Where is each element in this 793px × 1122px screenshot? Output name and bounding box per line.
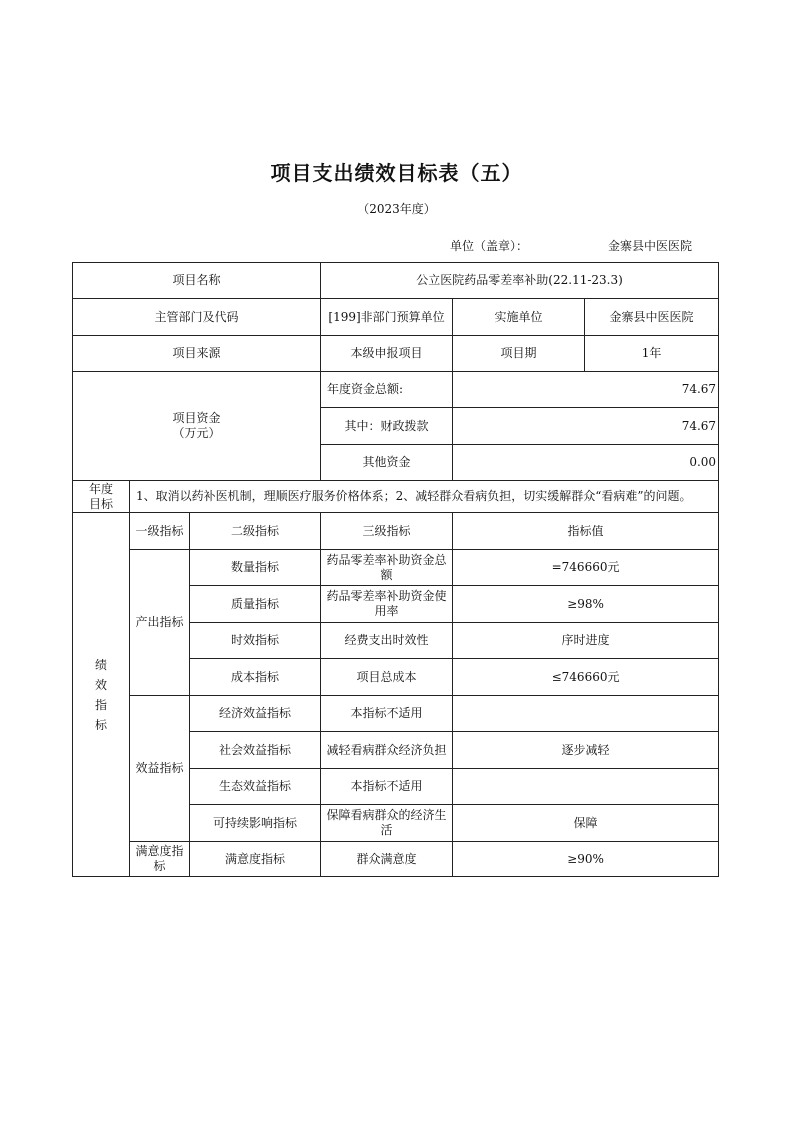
l2-cell: 满意度指标 <box>190 842 321 877</box>
l3-cell: 本指标不适用 <box>321 696 453 732</box>
table-row <box>73 299 719 336</box>
l3-cell: 本指标不适用 <box>321 769 453 805</box>
perf-label-char: 绩 <box>94 657 107 672</box>
table-row <box>73 842 719 877</box>
l3-cell: 保障看病群众的经济生活 <box>321 805 453 842</box>
value-cell: 逐步减轻 <box>453 732 719 769</box>
value-cell: ≥98% <box>453 586 719 623</box>
value-cell <box>453 769 719 805</box>
period-value: 1年 <box>585 336 719 372</box>
perf-label-char: 效 <box>94 677 107 692</box>
header-l2: 二级指标 <box>190 513 321 550</box>
l3-cell: 项目总成本 <box>321 659 453 696</box>
funds-total-label: 年度资金总额: <box>321 372 453 408</box>
funds-fiscal-label: 其中：财政拨款 <box>321 408 453 445</box>
l3-cell: 减轻看病群众经济负担 <box>321 732 453 769</box>
l3-cell: 药品零差率补助资金总额 <box>321 550 453 586</box>
l2-cell: 质量指标 <box>190 586 321 623</box>
benefit-label: 效益指标 <box>130 696 190 842</box>
perf-label-char: 指 <box>94 697 107 712</box>
table-row <box>73 263 719 299</box>
output-label: 产出指标 <box>130 550 190 696</box>
l3-cell: 药品零差率补助资金使用率 <box>321 586 453 623</box>
header-l3: 三级指标 <box>321 513 453 550</box>
source-value: 本级申报项目 <box>321 336 453 372</box>
table-row <box>73 696 719 732</box>
source-label: 项目来源 <box>73 336 321 372</box>
l3-cell: 群众满意度 <box>321 842 453 877</box>
table-row <box>73 481 719 513</box>
funds-label: 项目资金 <box>172 411 221 425</box>
page-title: 项目支出绩效目标表（五） <box>270 161 523 185</box>
funds-total: 74.67 <box>453 372 719 408</box>
goal-label-cell <box>73 481 130 513</box>
value-cell: ≤746660元 <box>453 659 719 696</box>
funds-unit: （万元） <box>172 426 221 440</box>
dept-label: 主管部门及代码 <box>73 299 321 336</box>
perf-label-char: 标 <box>94 717 107 732</box>
dept-value: [199]非部门预算单位 <box>321 299 453 336</box>
goal-label-2: 目标 <box>88 496 113 511</box>
funds-fiscal: 74.67 <box>453 408 719 445</box>
l2-cell: 社会效益指标 <box>190 732 321 769</box>
funds-label-cell <box>73 372 321 481</box>
fiscal-year: （2023年度） <box>357 202 436 216</box>
value-cell: 序时进度 <box>453 623 719 659</box>
project-name-label: 项目名称 <box>73 263 321 299</box>
value-cell: =746660元 <box>453 550 719 586</box>
table-row <box>73 372 719 408</box>
table-row <box>73 336 719 372</box>
goal-text: 1、取消以药补医机制，理顺医疗服务价格体系；2、减轻群众看病负担，切实缓解群众“看病难”的问题。 <box>130 481 719 513</box>
unit-label: 单位（盖章）： <box>450 239 529 253</box>
table-row <box>73 513 719 550</box>
header-value: 指标值 <box>453 513 719 550</box>
value-cell <box>453 696 719 732</box>
satisfaction-label: 满意度指标 <box>130 842 190 877</box>
perf-label <box>73 513 130 877</box>
header-l1: 一级指标 <box>130 513 190 550</box>
value-cell: 保障 <box>453 805 719 842</box>
l2-cell: 数量指标 <box>190 550 321 586</box>
impl-label: 实施单位 <box>453 299 585 336</box>
l2-cell: 生态效益指标 <box>190 769 321 805</box>
goal-label-1: 年度 <box>88 481 113 496</box>
project-name: 公立医院药品零差率补助(22.11-23.3) <box>321 263 719 299</box>
l3-cell: 经费支出时效性 <box>321 623 453 659</box>
funds-other-label: 其他资金 <box>321 445 453 481</box>
l2-cell: 成本指标 <box>190 659 321 696</box>
unit-value: 金寨县中医医院 <box>608 239 693 253</box>
table-row <box>73 550 719 586</box>
value-cell: ≥90% <box>453 842 719 877</box>
period-label: 项目期 <box>453 336 585 372</box>
l2-cell: 可持续影响指标 <box>190 805 321 842</box>
performance-table <box>72 262 719 877</box>
funds-other: 0.00 <box>453 445 719 481</box>
impl-value: 金寨县中医医院 <box>585 299 719 336</box>
l2-cell: 时效指标 <box>190 623 321 659</box>
l2-cell: 经济效益指标 <box>190 696 321 732</box>
